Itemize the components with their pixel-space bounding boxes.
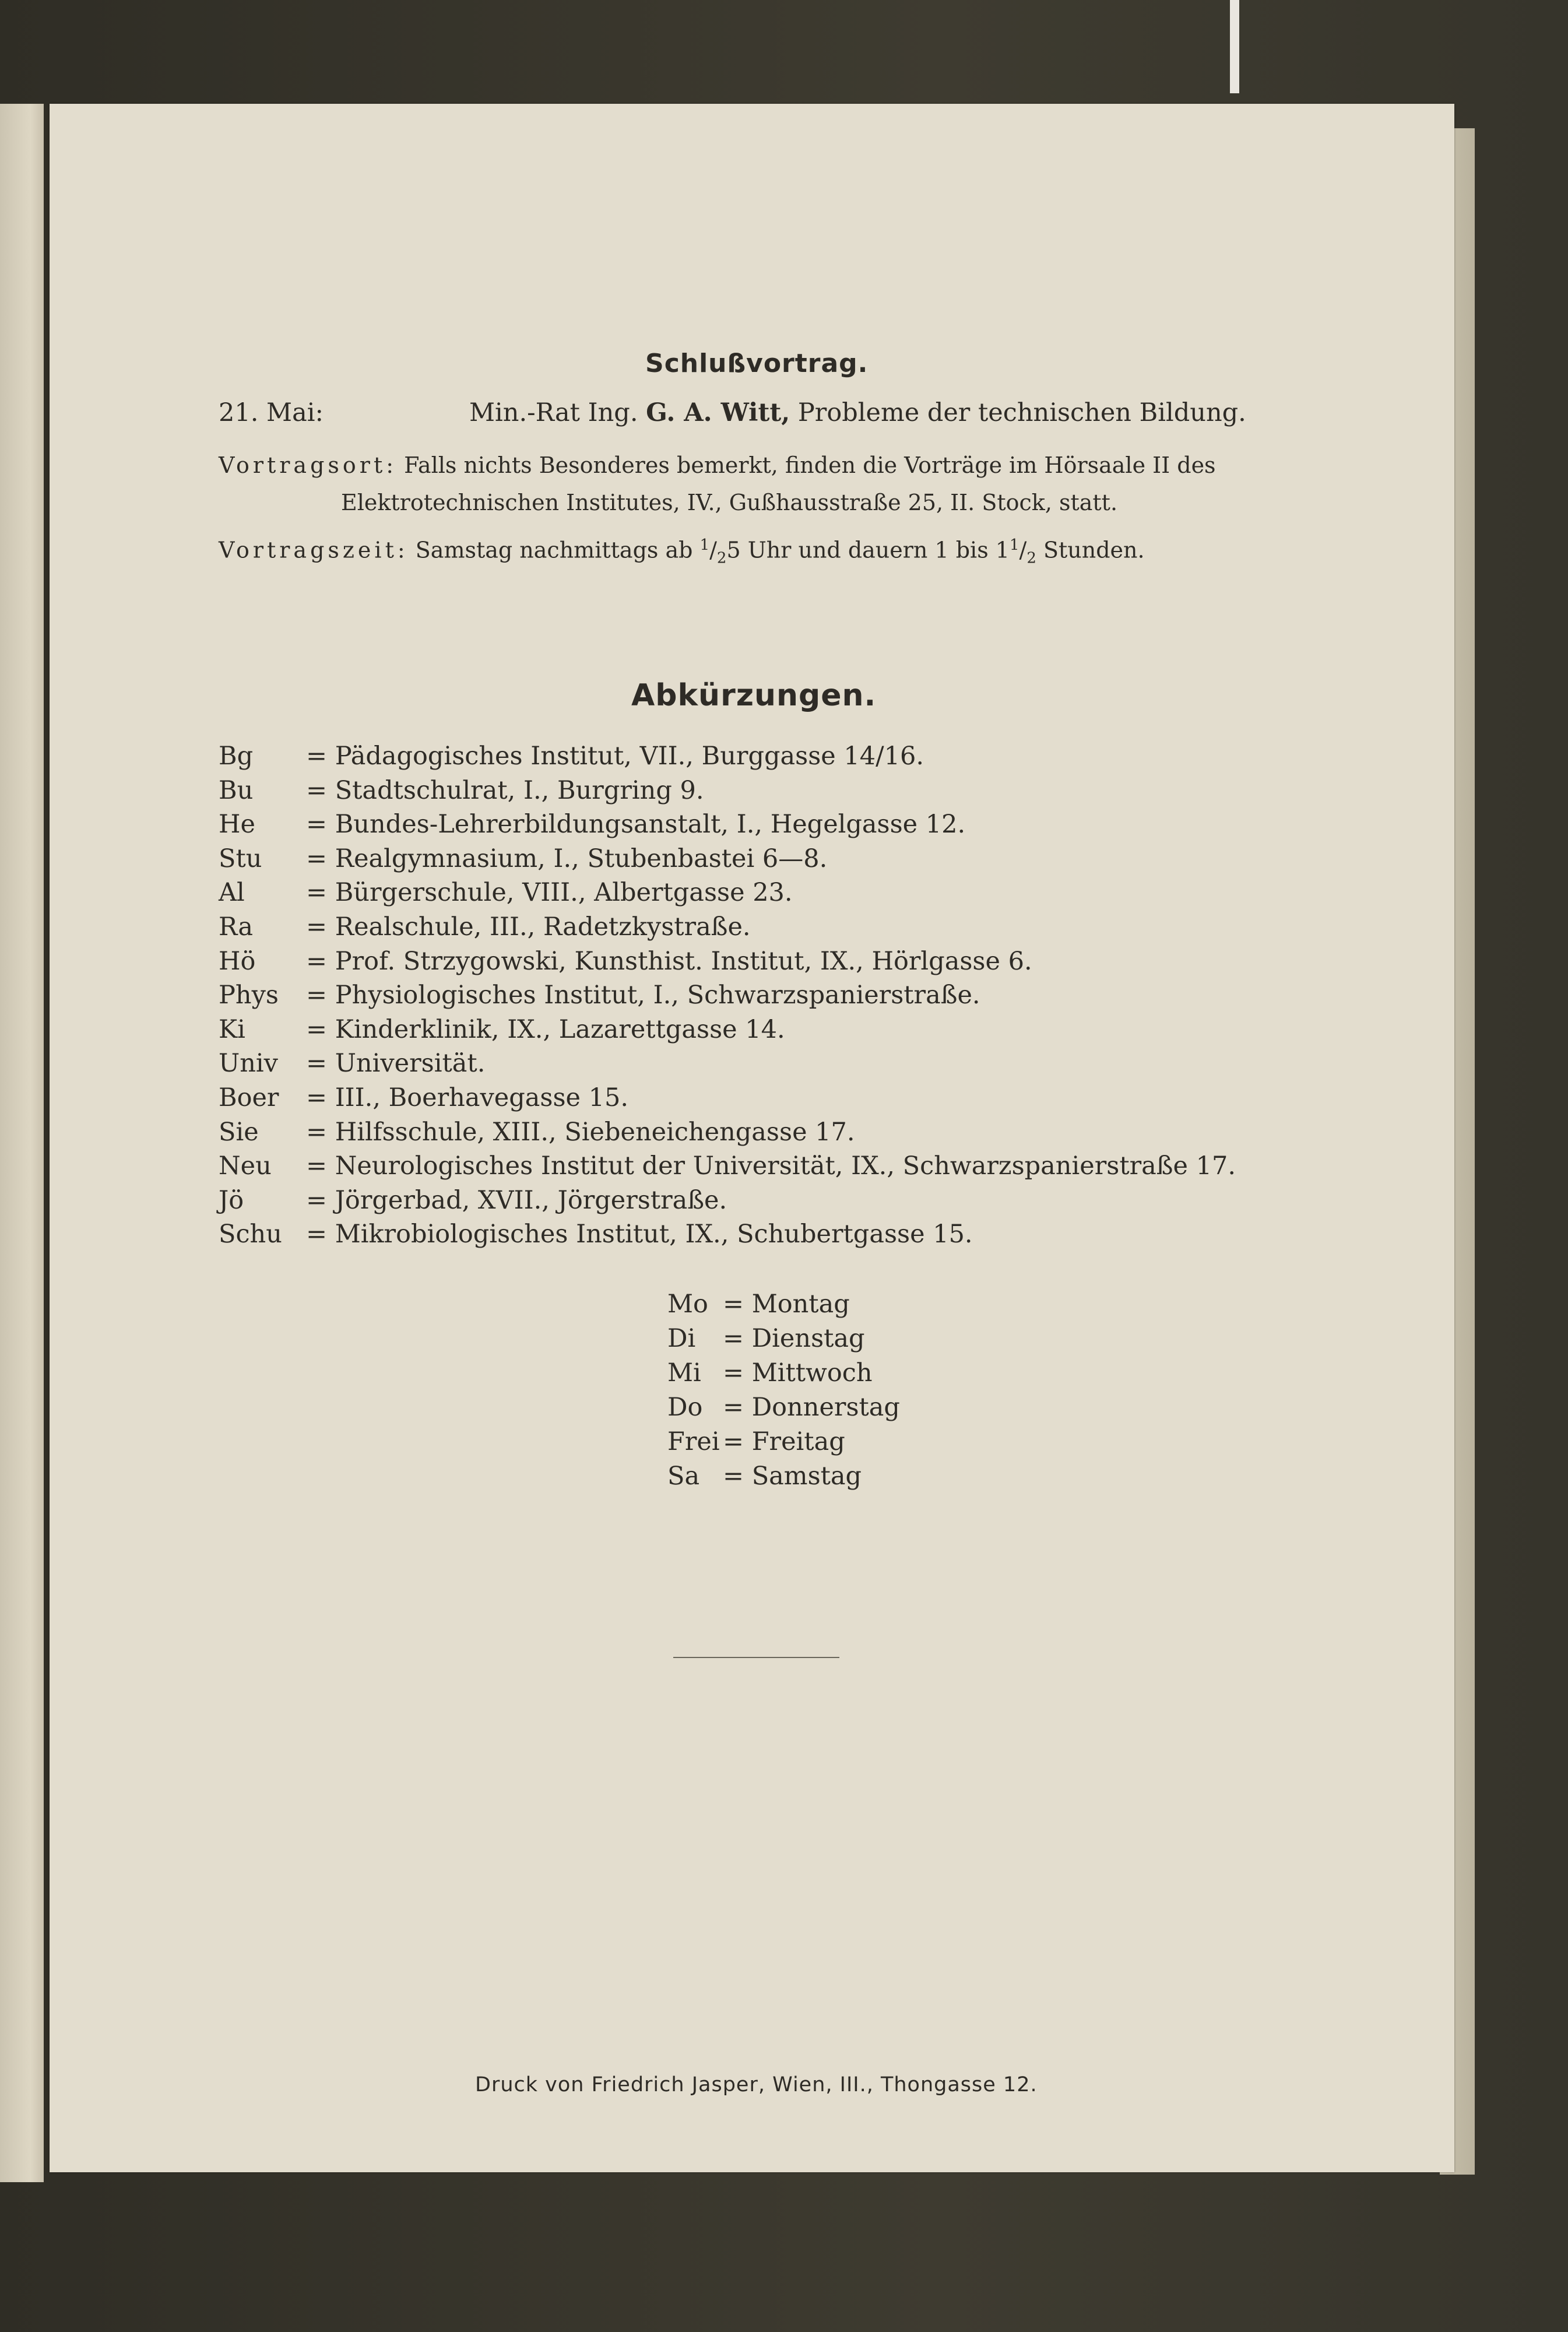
fraction-numerator: 1 <box>699 536 710 554</box>
abbreviation: He <box>219 810 255 840</box>
abbreviation-meaning: = Mikrobiologisches Institut, IX., Schubertgasse 15. <box>306 1220 973 1249</box>
day-abbreviation: Frei <box>667 1427 720 1456</box>
abbreviation: Stu <box>219 844 262 873</box>
divider <box>673 1657 839 1658</box>
abbreviation-meaning: = Prof. Strzygowski, Kunsthist. Institut, IX., Hörlgasse 6. <box>306 946 1032 976</box>
lecture-topic: Probleme der technischen Bildung. <box>797 398 1246 427</box>
day-name: = Donnerstag <box>723 1393 900 1422</box>
closing-lecture-heading: Schlußvortrag. <box>645 349 869 378</box>
fraction-denominator: 2 <box>716 549 727 567</box>
abbreviation-meaning: = Pädagogisches Institut, VII., Burggasse 14/16. <box>306 742 924 771</box>
day-abbreviation: Mo <box>667 1290 708 1319</box>
abbreviation-meaning: = Bürgerschule, VIII., Albertgasse 23. <box>306 878 793 908</box>
venue-line <box>219 452 1216 478</box>
abbreviation-meaning: = Jörgerbad, XVII., Jörgerstraße. <box>306 1185 727 1215</box>
venue-label: Vortragsort: <box>219 452 398 478</box>
abbreviation-meaning: = Kinderklinik, IX., Lazarettgasse 14. <box>306 1014 785 1044</box>
scan-edge-mark <box>1230 0 1239 93</box>
speaker-title: Min.-Rat Ing. <box>469 398 638 427</box>
speaker-name: G. A. Witt, <box>646 398 790 427</box>
abbreviation: Bu <box>219 775 254 805</box>
venue-text-2: Elektrotechnischen Institutes, IV., Gußhausstraße 25, II. Stock, statt. <box>341 490 1118 515</box>
printer-imprint: Druck von Friedrich Jasper, Wien, III., Thongasse 12. <box>475 2073 1038 2096</box>
abbreviation-meaning: = Realgymnasium, I., Stubenbastei 6—8. <box>306 844 828 873</box>
abbreviation: Jö <box>219 1185 244 1215</box>
day-name: = Samstag <box>723 1462 862 1491</box>
fraction-numerator: 1 <box>1009 536 1019 554</box>
abbreviation: Hö <box>219 946 256 976</box>
day-abbreviation: Do <box>667 1393 703 1422</box>
day-name: = Freitag <box>723 1427 845 1456</box>
abbreviation-meaning: = Bundes-Lehrerbildungsanstalt, I., Hegelgasse 12. <box>306 810 966 840</box>
abbreviation-meaning: = Stadtschulrat, I., Burgring 9. <box>306 775 704 805</box>
abbreviation: Sie <box>219 1117 259 1147</box>
time-label: Vortragszeit: <box>219 537 409 563</box>
lecture-description <box>469 398 1246 427</box>
abbreviation: Neu <box>219 1151 272 1181</box>
time-line: Vortragszeit: Samstag nachmittags ab $^1/_25$ Uhr und dauern 1 bis $1^1/_2$ Stunden. <box>219 536 1145 567</box>
abbreviation-meaning: = Universität. <box>306 1049 486 1079</box>
venue-text-1: Falls nichts Besonderes bemerkt, finden die Vorträge im Hörsaale II des <box>404 452 1216 478</box>
abbreviation: Ki <box>219 1014 245 1044</box>
abbreviation-meaning: = Realschule, III., Radetzkystraße. <box>306 912 751 942</box>
day-name: = Dienstag <box>723 1324 865 1353</box>
time-text-mid: 5 Uhr und dauern 1 bis 1 <box>726 537 1010 563</box>
day-name: = Montag <box>723 1290 850 1319</box>
day-abbreviation: Di <box>667 1324 696 1353</box>
abbreviation: Boer <box>219 1083 279 1112</box>
abbreviation-meaning: = Hilfsschule, XIII., Siebeneichengasse 17. <box>306 1117 855 1147</box>
day-abbreviation: Sa <box>667 1462 700 1491</box>
abbreviation-meaning: = III., Boerhavegasse 15. <box>306 1083 629 1112</box>
lecture-date: 21. Mai: <box>219 398 324 427</box>
document-page <box>50 104 1454 2172</box>
day-name: = Mittwoch <box>723 1358 873 1388</box>
abbreviation-meaning: = Neurologisches Institut der Universität, IX., Schwarzspanierstraße 17. <box>306 1151 1236 1181</box>
abbreviation: Univ <box>219 1049 278 1079</box>
left-page-edge <box>0 104 44 2182</box>
abbreviation-meaning: = Physiologisches Institut, I., Schwarzspanierstraße. <box>306 981 980 1010</box>
time-text-post: Stunden. <box>1043 537 1145 563</box>
abbreviation: Schu <box>219 1220 282 1249</box>
abbreviation: Bg <box>219 742 254 771</box>
day-abbreviation: Mi <box>667 1358 701 1388</box>
abbreviation: Al <box>219 878 245 908</box>
fraction-denominator: 2 <box>1026 549 1036 567</box>
abbreviation: Phys <box>219 981 279 1010</box>
time-text-pre: Samstag nachmittags ab <box>415 537 693 563</box>
abbreviation: Ra <box>219 912 253 942</box>
abbreviations-heading: Abkürzungen. <box>631 678 877 713</box>
